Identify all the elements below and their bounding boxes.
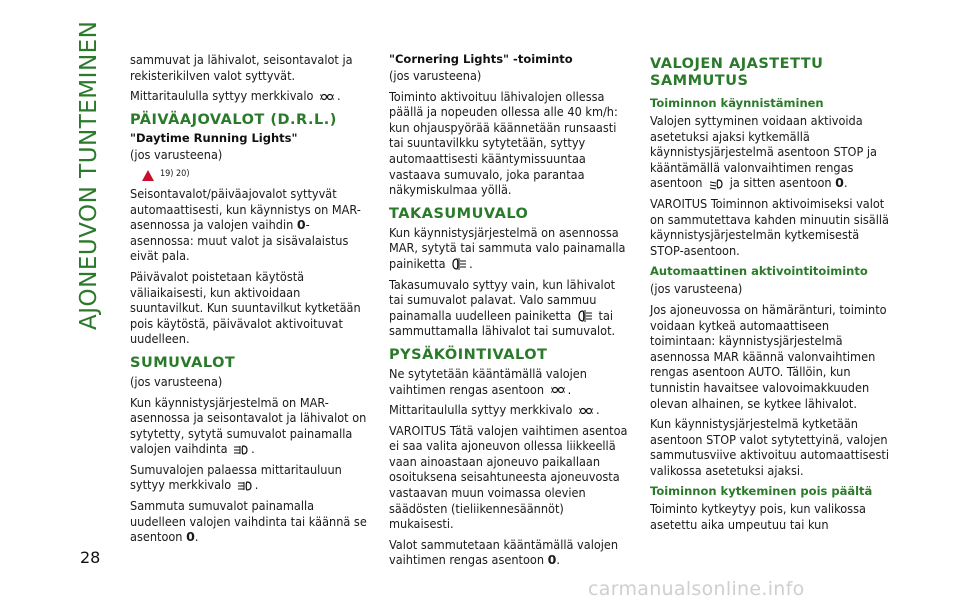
start-paragraph-1: Valojen syttyminen voidaan aktivoida asetetuksi ajaksi kytkemällä käynnistysjärjestelmä asentoon STOP ja kääntämällä valonvaihtimen rengas asentoon ja sitten asentoon 0. <box>650 113 877 191</box>
intro-text: sammuvat ja lähivalot, seisontavalot ja rekisterikilven valot syttyvät. <box>130 52 353 83</box>
auto-optional: (jos varusteena) <box>650 281 743 297</box>
fog-paragraph-3: Sammuta sumuvalot painamalla uudelleen valojen vaihdinta tai käännä se asentoon 0. <box>130 498 367 545</box>
drl-subtitle: "Daytime Running Lights" <box>130 130 298 145</box>
start-subheading: Toiminnon käynnistäminen <box>650 96 824 110</box>
cornering-title: "Cornering Lights" -toiminto <box>389 52 573 66</box>
fog-light-indicator-icon <box>237 480 253 492</box>
low-beam-icon <box>708 178 724 190</box>
parking-paragraph-1: Ne sytytetään kääntämällä valojen vaihtimen rengas asentoon . <box>389 365 587 397</box>
column-2 <box>389 52 629 573</box>
parking-paragraph-4: Valot sammutetaan kääntämällä valojen vaihtimen rengas asentoon 0. <box>389 536 619 568</box>
auto-paragraph-1: Jos ajoneuvossa on hämäränturi, toiminto voidaan kytkeä automaattiseen toimintaan: käynnistysjärjestelmä asennossa MAR käännä valonvaihtimen rengas asentoon AUTO. Tällöin, kun tunnistin havaitsee valovoimakkuuden olevan alhainen, se kytkee lähivalot. <box>650 301 887 411</box>
auto-subheading: Automaattinen aktivointitoiminto <box>650 264 868 279</box>
drl-paragraph-2: Päivävalot poistetaan käytöstä väliaikaisesti, kun aktivoidaan suuntavilkut. Kun suuntavilkut kytketään pois käytöstä, päivävalot aktivoituvat uudelleen. <box>130 268 361 347</box>
off-subheading: Toiminnon kytkeminen pois päältä <box>650 484 873 499</box>
column-3 <box>650 52 890 538</box>
warning-refs: 19) 20) <box>142 167 370 183</box>
fog-optional: (jos varusteena) <box>130 373 223 389</box>
parking-lights-icon <box>319 92 335 102</box>
drl-paragraph-1: Seisontavalot/päiväajovalot syttyvät automaattisesti, kun käynnistys on MAR-asennossa ja valojen vaihdin 0-asennossa: muut valot ja sisävalaistus eivät pala. <box>130 185 361 264</box>
rear-fog-heading: TAKASUMUVALO <box>389 205 529 222</box>
warning-icon <box>142 170 154 181</box>
rear-fog-paragraph-2: Takasumuvalo syttyy vain, kun lähivalot tai sumuvalot palavat. Valo sammuu painamalla uudelleen painiketta tai sammuttamalla lähivalot tai sumuvalot. <box>389 276 616 339</box>
rear-fog-button-icon <box>577 309 593 323</box>
fog-paragraph-1: Kun käynnistysjärjestelmä on MAR-asennossa ja seisontavalot ja lähivalot on sytytetty, sytytä sumuvalot painamalla valojen vaihdinta . <box>130 394 367 457</box>
watermark: carmanualsonline.info <box>588 578 805 600</box>
cornering-paragraph: Toiminto aktivoituu lähivalojen ollessa päällä ja nopeuden ollessa alle 40 km/h: kun ohjauspyörää käännetään runsaasti tai suuntavilkku sytytetään, syttyy automaattisesti kääntymissuuntaa vastaava sumuvalo, joka parantaa näkymiskulmaa yöllä. <box>389 88 618 198</box>
start-warning: VAROITUS Toiminnon aktivoimiseksi valot on sammutettava kahden minuutin sisällä käynnistysjärjestelmän kytkemisestä STOP-asentoon. <box>650 195 889 258</box>
timer-heading: VALOJEN AJASTETTU SAMMUTUS <box>650 56 824 89</box>
parking-indicator-icon <box>578 406 594 416</box>
parking-position-icon <box>550 385 566 395</box>
fog-paragraph-2: Sumuvalojen palaessa mittaritauluun syttyy merkkivalo . <box>130 461 342 493</box>
parking-heading: PYSÄKÖINTIVALOT <box>389 346 548 363</box>
chapter-title-vertical: AJONEUVON TUNTEMINEN <box>76 20 102 330</box>
column-1 <box>130 52 370 550</box>
rear-fog-paragraph-1: Kun käynnistysjärjestelmä on asennossa MAR, sytytä tai sammuta valo painamalla painiketta . <box>389 224 626 271</box>
parking-paragraph-2: Mittaritaululla syttyy merkkivalo . <box>389 402 600 418</box>
indicator-text: Mittaritaululla syttyy merkkivalo . <box>130 88 341 104</box>
drl-heading: PÄIVÄAJOVALOT (D.R.L.) <box>130 111 337 128</box>
fog-heading: SUMUVALOT <box>130 354 236 371</box>
drl-optional: (jos varusteena) <box>130 146 223 162</box>
off-paragraph: Toiminto kytkeytyy pois, kun valikossa asetettu aika umpeutuu tai kun <box>650 501 866 533</box>
page-number: 28 <box>80 548 101 567</box>
fog-light-icon <box>233 444 249 456</box>
auto-paragraph-2: Kun käynnistysjärjestelmä kytketään asentoon STOP valot sytytettyinä, valojen sammutusviive aktivoituu automaattisesti valikossa asetetuksi ajaksi. <box>650 416 889 478</box>
parking-warning: VAROITUS Tätä valojen vaihtimen asentoa ei saa valita ajoneuvon ollessa liikkeellä vaan ainoastaan ajoneuvo paikallaan osoituksena seisahtuneesta ajoneuvosta vastaavan muun voimassa olevien säädösten (tieliikennesäännöt) mukaisesti. <box>389 422 628 532</box>
cornering-optional: (jos varusteena) <box>389 68 482 83</box>
rear-fog-light-icon <box>451 257 467 271</box>
